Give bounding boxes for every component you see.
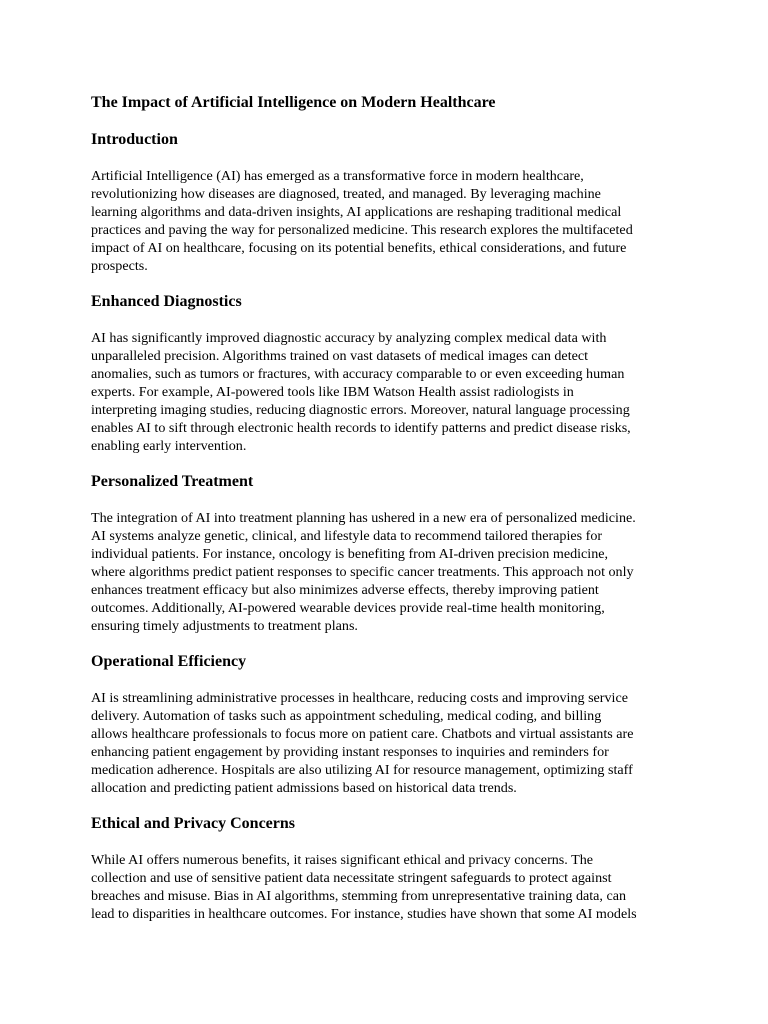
text-line: While AI offers numerous benefits, it raises significant ethical and privacy concerns. The — [91, 852, 593, 868]
section-heading-operational-efficiency: Operational Efficiency — [91, 653, 247, 670]
text-line: breaches and misuse. Bias in AI algorithms, stemming from unrepresentative training data, can — [91, 888, 627, 904]
text-line: Artificial Intelligence (AI) has emerged as a transformative force in modern healthcare, — [91, 168, 584, 184]
text-line: enhancing patient engagement by providing instant responses to inquiries and reminders for — [91, 744, 609, 760]
text-line: revolutionizing how diseases are diagnosed, treated, and managed. By leveraging machine — [91, 186, 601, 202]
section-personalized-treatment — [91, 472, 683, 635]
text-line: unparalleled precision. Algorithms trained on vast datasets of medical images can detect — [91, 348, 589, 364]
text-line: practices and paving the way for personalized medicine. This research explores the multifaceted — [91, 222, 633, 238]
text-line: anomalies, such as tumors or fractures, with accuracy comparable to or even exceeding human — [91, 366, 625, 382]
section-ethical-privacy — [91, 814, 683, 923]
section-enhanced-diagnostics — [91, 292, 683, 455]
text-line: The integration of AI into treatment planning has ushered in a new era of personalized medicine. — [91, 510, 636, 526]
text-line: prospects. — [91, 258, 148, 274]
section-heading-personalized-treatment: Personalized Treatment — [91, 473, 254, 490]
text-line: experts. For example, AI-powered tools like IBM Watson Health assist radiologists in — [91, 384, 574, 400]
text-line: where algorithms predict patient responses to specific cancer treatments. This approach not only — [91, 564, 634, 580]
text-line: learning algorithms and data-driven insights, AI applications are reshaping traditional medical — [91, 204, 622, 220]
text-line: lead to disparities in healthcare outcomes. For instance, studies have shown that some AI models — [91, 906, 637, 922]
text-line: enabling early intervention. — [91, 438, 247, 454]
text-line: AI systems analyze genetic, clinical, and lifestyle data to recommend tailored therapies for — [91, 528, 603, 544]
document-title: The Impact of Artificial Intelligence on Modern Healthcare — [91, 94, 496, 111]
paragraph-ethical-privacy — [91, 851, 683, 923]
text-line: outcomes. Additionally, AI-powered wearable devices provide real-time health monitoring, — [91, 600, 605, 616]
section-introduction — [91, 130, 683, 275]
text-line: medication adherence. Hospitals are also utilizing AI for resource management, optimizing staff — [91, 762, 633, 778]
text-line: impact of AI on healthcare, focusing on its potential benefits, ethical considerations, and future — [91, 240, 627, 256]
section-operational-efficiency — [91, 652, 683, 797]
text-line: allows healthcare professionals to focus more on patient care. Chatbots and virtual assistants are — [91, 726, 634, 742]
text-line: ensuring timely adjustments to treatment plans. — [91, 618, 358, 634]
document-page — [91, 93, 683, 940]
paragraph-introduction — [91, 167, 683, 275]
paragraph-personalized-treatment — [91, 509, 683, 635]
text-line: enhances treatment efficacy but also minimizes adverse effects, thereby improving patient — [91, 582, 599, 598]
text-line: interpreting imaging studies, reducing diagnostic errors. Moreover, natural language processing — [91, 402, 630, 418]
text-line: delivery. Automation of tasks such as appointment scheduling, medical coding, and billing — [91, 708, 602, 724]
section-heading-introduction: Introduction — [91, 131, 178, 148]
paragraph-enhanced-diagnostics — [91, 329, 683, 455]
section-heading-enhanced-diagnostics: Enhanced Diagnostics — [91, 293, 242, 310]
text-line: AI is streamlining administrative processes in healthcare, reducing costs and improving service — [91, 690, 628, 706]
text-line: enables AI to sift through electronic health records to identify patterns and predict disease risks, — [91, 420, 631, 436]
text-line: collection and use of sensitive patient data necessitate stringent safeguards to protect against — [91, 870, 612, 886]
section-heading-ethical-privacy: Ethical and Privacy Concerns — [91, 815, 295, 832]
text-line: AI has significantly improved diagnostic accuracy by analyzing complex medical data with — [91, 330, 607, 346]
paragraph-operational-efficiency — [91, 689, 683, 797]
text-line: individual patients. For instance, oncology is benefiting from AI-driven precision medicine, — [91, 546, 609, 562]
text-line: allocation and predicting patient admissions based on historical data trends. — [91, 780, 517, 796]
